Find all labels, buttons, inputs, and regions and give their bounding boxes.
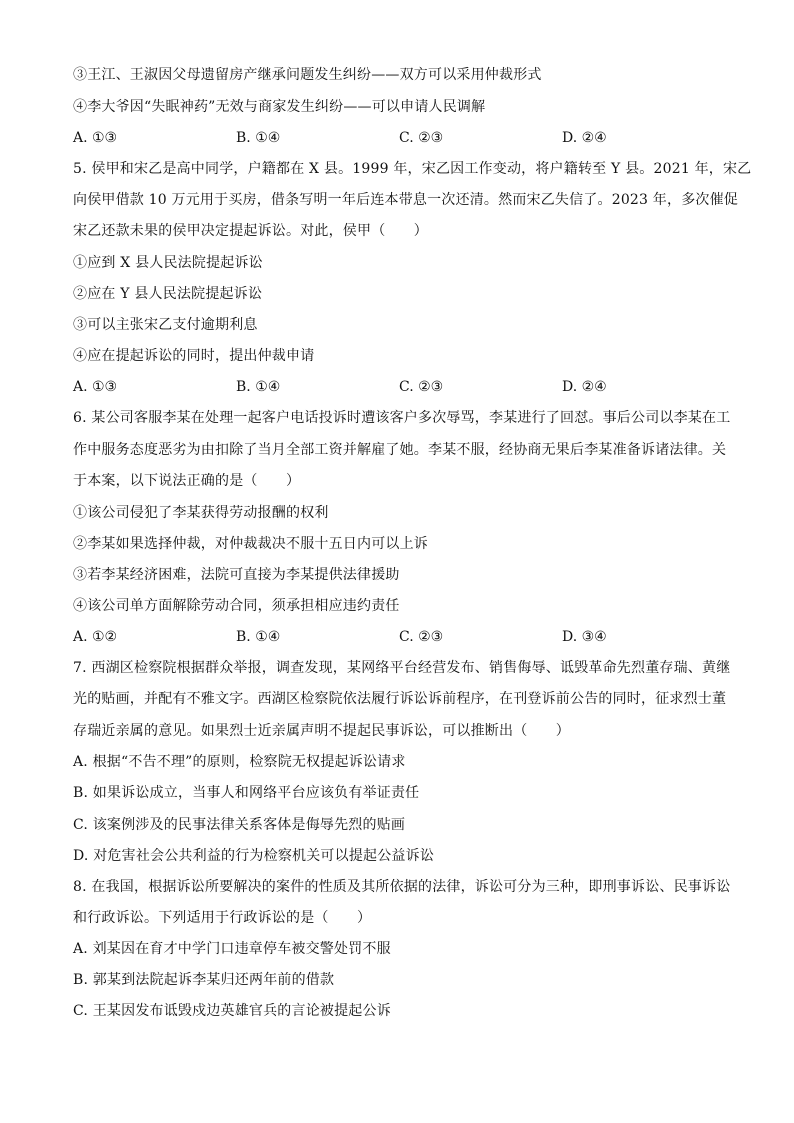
q6-stem-line-3: 于本案，以下说法正确的是（ ）: [73, 473, 301, 489]
q4-item-4: ④李大爷因“失眠神药”无效与商家发生纠纷——可以申请人民调解: [73, 99, 486, 115]
q6-stem-line-2: 作中服务态度恶劣为由扣除了当月全部工资并解雇了她。李某不服，经协商无果后李某准备诉诸法律。关: [73, 442, 727, 458]
q5-option-b: B. ①④: [236, 379, 281, 395]
q6-options: [73, 627, 733, 647]
q6-item-2: ②李某如果选择仲裁，对仲裁裁决不服十五日内可以上诉: [73, 536, 428, 552]
q4-option-b: B. ①④: [236, 130, 281, 146]
q8-choice-b: B. 郭某到法院起诉李某归还两年前的借款: [73, 972, 335, 988]
q5-stem-line-2: 向侯甲借款 10 万元用于买房，借条写明一年后连本带息一次还清。然而宋乙失信了。2023 年，多次催促: [73, 192, 738, 208]
q5-item-2: ②应在 Y 县人民法院提起诉讼: [73, 286, 263, 302]
q7-choice-d: D. 对危害社会公共利益的行为检察机关可以提起公益诉讼: [73, 848, 435, 864]
q5-stem-line-3: 宋乙还款未果的侯甲决定提起诉讼。对此，侯甲（ ）: [73, 223, 428, 239]
q8-stem-line-2: 和行政诉讼。下列适用于行政诉讼的是（ ）: [73, 910, 372, 926]
q6-item-4: ④该公司单方面解除劳动合同，须承担相应违约责任: [73, 598, 400, 614]
q5-item-3: ③可以主张宋乙支付逾期利息: [73, 317, 258, 333]
q5-option-c: C. ②③: [399, 379, 444, 395]
q5-option-a: A. ①③: [73, 379, 118, 395]
q5-options: [73, 377, 733, 397]
q4-options: [73, 128, 733, 148]
q7-stem-line-1: 7. 西湖区检察院根据群众举报，调查发现，某网络平台经营发布、销售侮辱、诋毁革命先烈董存瑞、黄继: [73, 660, 731, 676]
q4-option-a: A. ①③: [73, 130, 118, 146]
q5-option-d: D. ②④: [562, 379, 607, 395]
q8-choice-a: A. 刘某因在育才中学门口违章停车被交警处罚不服: [73, 941, 391, 957]
q5-item-4: ④应在提起诉讼的同时，提出仲裁申请: [73, 348, 315, 364]
q5-stem-line-1: 5. 侯甲和宋乙是高中同学，户籍都在 X 县。1999 年，宋乙因工作变动，将户籍转至 Y 县。2021 年，宋乙: [73, 161, 752, 177]
q6-option-b: B. ①④: [236, 629, 281, 645]
q7-choice-a: A. 根据“不告不理”的原则，检察院无权提起诉讼请求: [73, 754, 406, 770]
q6-option-a: A. ①②: [73, 629, 118, 645]
q6-option-d: D. ③④: [562, 629, 607, 645]
q7-choice-c: C. 该案例涉及的民事法律关系客体是侮辱先烈的贴画: [73, 817, 406, 833]
q6-stem-line-1: 6. 某公司客服李某在处理一起客户电话投诉时遭该客户多次辱骂，李某进行了回怼。事后公司以李某在工: [73, 410, 731, 426]
q7-stem-line-2: 光的贴画，并配有不雅文字。西湖区检察院依法履行诉讼诉前程序，在刊登诉前公告的同时，征求烈士董: [73, 691, 727, 707]
q6-item-1: ①该公司侵犯了李某获得劳动报酬的权利: [73, 505, 329, 521]
q8-stem-line-1: 8. 在我国，根据诉讼所要解决的案件的性质及其所依据的法律，诉讼可分为三种，即刑事诉讼、民事诉讼: [73, 879, 731, 895]
q4-item-3: ③王江、王淑因父母遗留房产继承问题发生纠纷——双方可以采用仲裁形式: [73, 67, 542, 83]
q4-option-c: C. ②③: [399, 130, 444, 146]
q8-choice-c: C. 王某因发布诋毁戍边英雄官兵的言论被提起公诉: [73, 1003, 391, 1019]
q7-stem-line-3: 存瑞近亲属的意见。如果烈士近亲属声明不提起民事诉讼，可以推断出（ ）: [73, 723, 570, 739]
q6-item-3: ③若李某经济困难，法院可直接为李某提供法律援助: [73, 567, 400, 583]
q4-option-d: D. ②④: [562, 130, 607, 146]
q5-item-1: ①应到 X 县人民法院提起诉讼: [73, 255, 263, 271]
q6-option-c: C. ②③: [399, 629, 444, 645]
q7-choice-b: B. 如果诉讼成立，当事人和网络平台应该负有举证责任: [73, 785, 420, 801]
